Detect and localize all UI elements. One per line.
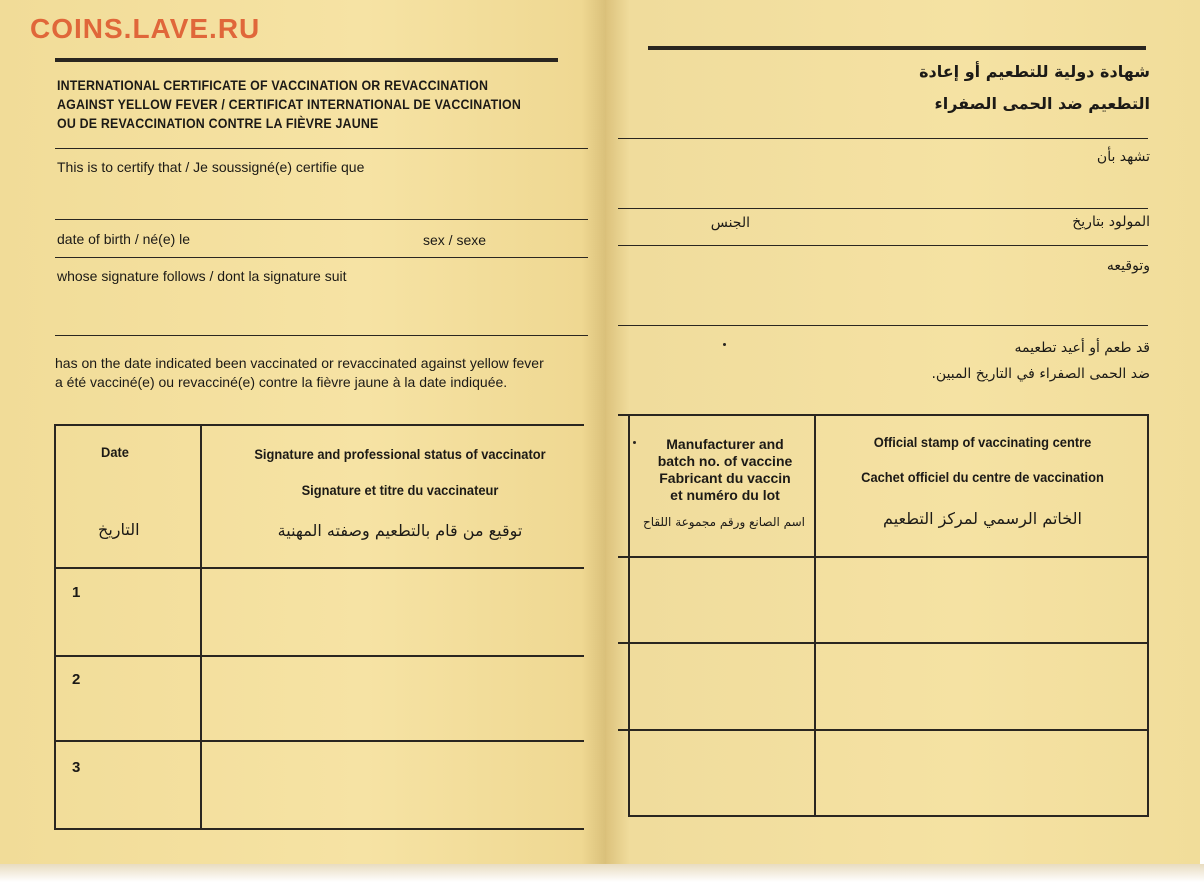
rule (55, 148, 588, 149)
rule (55, 257, 588, 258)
table-header-bottom (54, 567, 584, 569)
row-number: 3 (72, 759, 81, 776)
vaccinated-ar-1: قد طعم أو أعيد تطعيمه (1014, 340, 1150, 356)
title-line-3: OU DE REVACCINATION CONTRE LA FIÈVRE JAUNE (57, 116, 379, 131)
sex-ar: الجنس (710, 215, 750, 231)
rule (55, 219, 588, 220)
table-top (54, 424, 584, 426)
vaccinated-fr: a été vacciné(e) ou revacciné(e) contre la fièvre jaune à la date indiquée. (55, 374, 508, 390)
table-header-bottom (618, 556, 1149, 558)
certify-ar: تشهد بأن (1096, 149, 1150, 165)
manufacturer-header (635, 436, 815, 504)
manufacturer-line-2: batch no. of vaccine (657, 453, 793, 469)
table-border (628, 414, 630, 816)
watermark: COINS.LAVE.RU (30, 13, 261, 44)
date-header: Date (101, 444, 129, 460)
signature-ar: وتوقيعه (1106, 258, 1150, 274)
vaccinated-en: has on the date indicated been vaccinated or revaccinated against yellow fever (55, 355, 544, 371)
table-row-line (618, 642, 1149, 644)
table-border (1147, 414, 1149, 816)
right-page (606, 0, 1200, 866)
rule (618, 138, 1148, 139)
table-bottom (54, 828, 584, 830)
row-number: 1 (72, 584, 81, 601)
date-header-ar: التاريخ (98, 520, 140, 539)
title-ar-2: التطعيم ضد الحمى الصفراء (934, 94, 1150, 113)
signature-header-en: Signature and professional status of vaccinator (254, 446, 546, 462)
vaccinated-ar-2: ضد الحمى الصفراء في التاريخ المبين. (931, 366, 1150, 382)
top-rule (648, 46, 1146, 50)
table-row-line (54, 740, 584, 742)
rule (618, 245, 1148, 246)
stamp-header-ar: الخاتم الرسمي لمركز التطعيم (883, 509, 1082, 528)
manufacturer-line-1: Manufacturer and (666, 436, 784, 452)
dob-ar: المولود بتاريخ (1072, 214, 1150, 230)
table-top (618, 414, 1149, 416)
rule (55, 335, 588, 336)
certify-label: This is to certify that / Je soussigné(e) certifie que (57, 159, 365, 175)
rule (618, 325, 1148, 326)
manufacturer-line-3: Fabricant du vaccin (659, 470, 791, 486)
row-number: 2 (72, 671, 81, 688)
table-row-line (54, 655, 584, 657)
rule (618, 208, 1148, 209)
manufacturer-line-4: et numéro du lot (670, 487, 780, 503)
certificate-title (57, 76, 521, 133)
stamp-header-fr: Cachet officiel du centre de vaccination (861, 469, 1104, 485)
title-line-2: AGAINST YELLOW FEVER / CERTIFICAT INTERNATIONAL DE VACCINATION (57, 97, 522, 112)
manufacturer-header-ar: اسم الصانع ورقم مجموعة اللقاح (642, 515, 806, 529)
signature-header-ar: توقيع من قام بالتطعيم وصفته المهنية (277, 521, 523, 540)
table-border (54, 424, 56, 830)
table-divider (200, 424, 202, 830)
signature-header-fr: Signature et titre du vaccinateur (301, 482, 499, 498)
print-speck (723, 343, 726, 346)
table-row-line (618, 729, 1149, 731)
top-rule (55, 58, 558, 62)
sex-label: sex / sexe (423, 232, 487, 248)
dob-label: date of birth / né(e) le (57, 231, 191, 247)
title-ar-1: شهادة دولية للتطعيم أو إعادة (919, 62, 1150, 81)
title-line-1: INTERNATIONAL CERTIFICATE OF VACCINATION OR REVACCINATION (57, 78, 489, 93)
table-bottom (628, 815, 1149, 817)
stamp-header-en: Official stamp of vaccinating centre (873, 434, 1092, 450)
signature-label: whose signature follows / dont la signature suit (57, 268, 347, 284)
page-shadow (0, 864, 1204, 882)
